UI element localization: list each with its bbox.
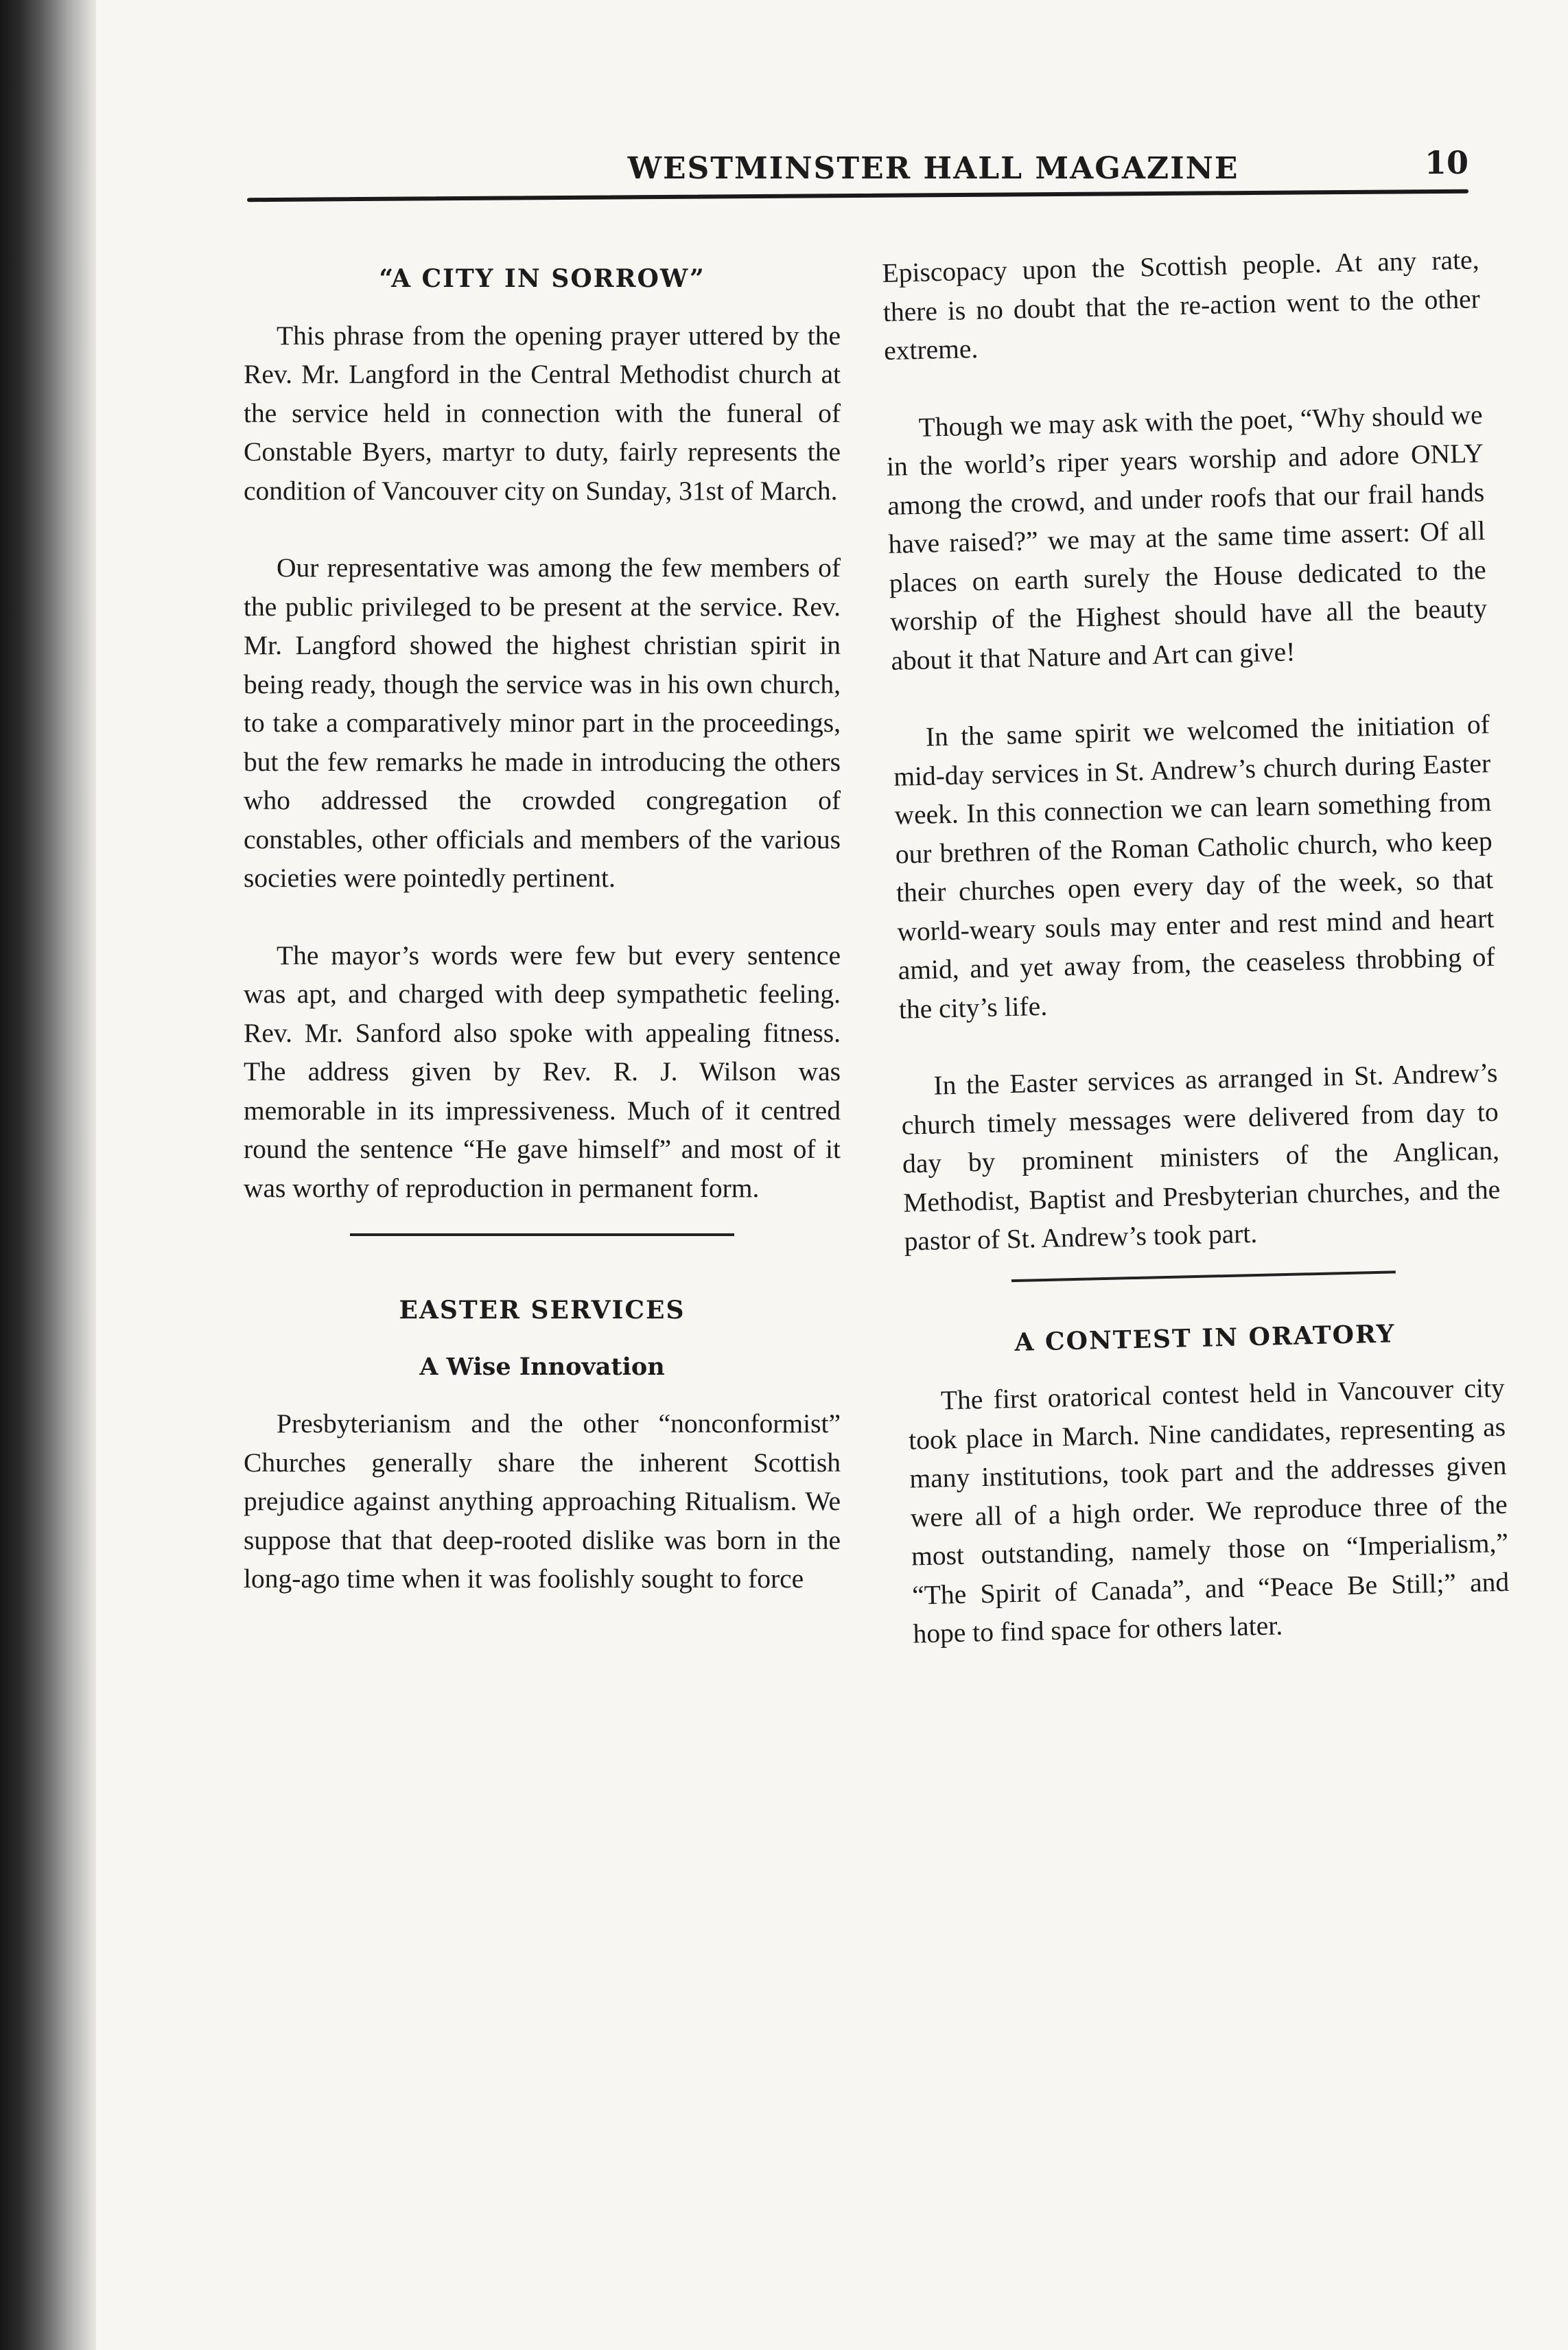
paragraph: Episcopacy upon the Scottish people. At any rate, there is no doubt that the re-action went to the other extreme. bbox=[882, 244, 1481, 366]
paragraph: Though we may ask with the poet, “Why should we in the world’s riper years worship and adore ONLY among the crowd, and under roofs that our frail hands have raised?” we may at the same time assert: Of all places on earth surely the House dedicated to the worship of the Highest should have all the beauty about it that Nature and Art can give! bbox=[886, 399, 1488, 676]
right-column bbox=[882, 240, 1511, 1692]
page-number: 10 bbox=[1424, 144, 1468, 181]
magazine-title: WESTMINSTER HALL MAGAZINE bbox=[627, 151, 1239, 186]
running-header bbox=[247, 144, 1468, 213]
article-subtitle: A Wise Innovation bbox=[419, 1352, 665, 1381]
section-divider bbox=[1011, 1270, 1396, 1282]
paragraph: The first oratorical contest held in Vancouver city took place in March. Nine candidates, representing as many institutions, took part and the addresses given were all of a high order. We reproduce three of the most outstanding, namely those on “Imperialism,” “The Spirit of Canada”, and “Peace Be Still;” and hope to find space for others later. bbox=[908, 1372, 1510, 1649]
paragraph: Our representative was among the few members of the public privileged to be present at the service. Rev. Mr. Langford showed the highest christian spirit in being ready, though the service was in his own church, to take a comparatively minor part in the proceedings, but the few remarks he made in introducing the others who addressed the crowded congregation of constables, other officials and members of the various societies were pointedly pertinent. bbox=[244, 552, 841, 893]
paragraph: The mayor’s words were few but every sentence was apt, and charged with deep sympathetic feeling. Rev. Mr. Sanford also spoke with appealing fitness. The address given by Rev. R. J. Wilson was memorable in its impressiveness. Much of it centred round the sentence “He gave himself” and most of it was worthy of reproduction in permanent form. bbox=[244, 940, 841, 1203]
binding-gutter bbox=[0, 0, 96, 2350]
paragraph: In the same spirit we welcomed the initiation of mid-day services in St. Andrew’s church during Easter week. In this connection we can learn something from our brethren of the Roman Catholic church, who keep their churches open every day of the week, so that world-weary souls may enter and rest mind and heart amid, and yet away from, the ceaseless throbbing of the city’s life. bbox=[893, 709, 1495, 1025]
left-column bbox=[244, 254, 841, 1637]
paragraph: In the Easter services as arranged in St. Andrew’s church timely messages were delivered from day to day by prominent ministers of the Anglican, Methodist, Baptist and Presbyterian churches, and the pastor of St. Andrew’s took part. bbox=[901, 1057, 1501, 1257]
article-title-city-in-sorrow: “A CITY IN SORROW” bbox=[379, 264, 705, 293]
article-title-contest-in-oratory: A CONTEST IN ORATORY bbox=[1014, 1318, 1396, 1357]
section-divider bbox=[350, 1233, 734, 1236]
article-title-easter-services: EASTER SERVICES bbox=[399, 1296, 686, 1325]
paragraph: Presbyterianism and the other “nonconformist” Churches generally share the inherent Scottish prejudice against anything approaching Ritualism. We suppose that that deep-rooted dislike was born in the long-ago time when it was foolishly sought to force bbox=[244, 1408, 841, 1594]
paragraph: This phrase from the opening prayer uttered by the Rev. Mr. Langford in the Central Methodist church at the service held in connection with the funeral of Constable Byers, martyr to duty, fairly represents the condition of Vancouver city on Sunday, 31st of March. bbox=[244, 320, 841, 506]
